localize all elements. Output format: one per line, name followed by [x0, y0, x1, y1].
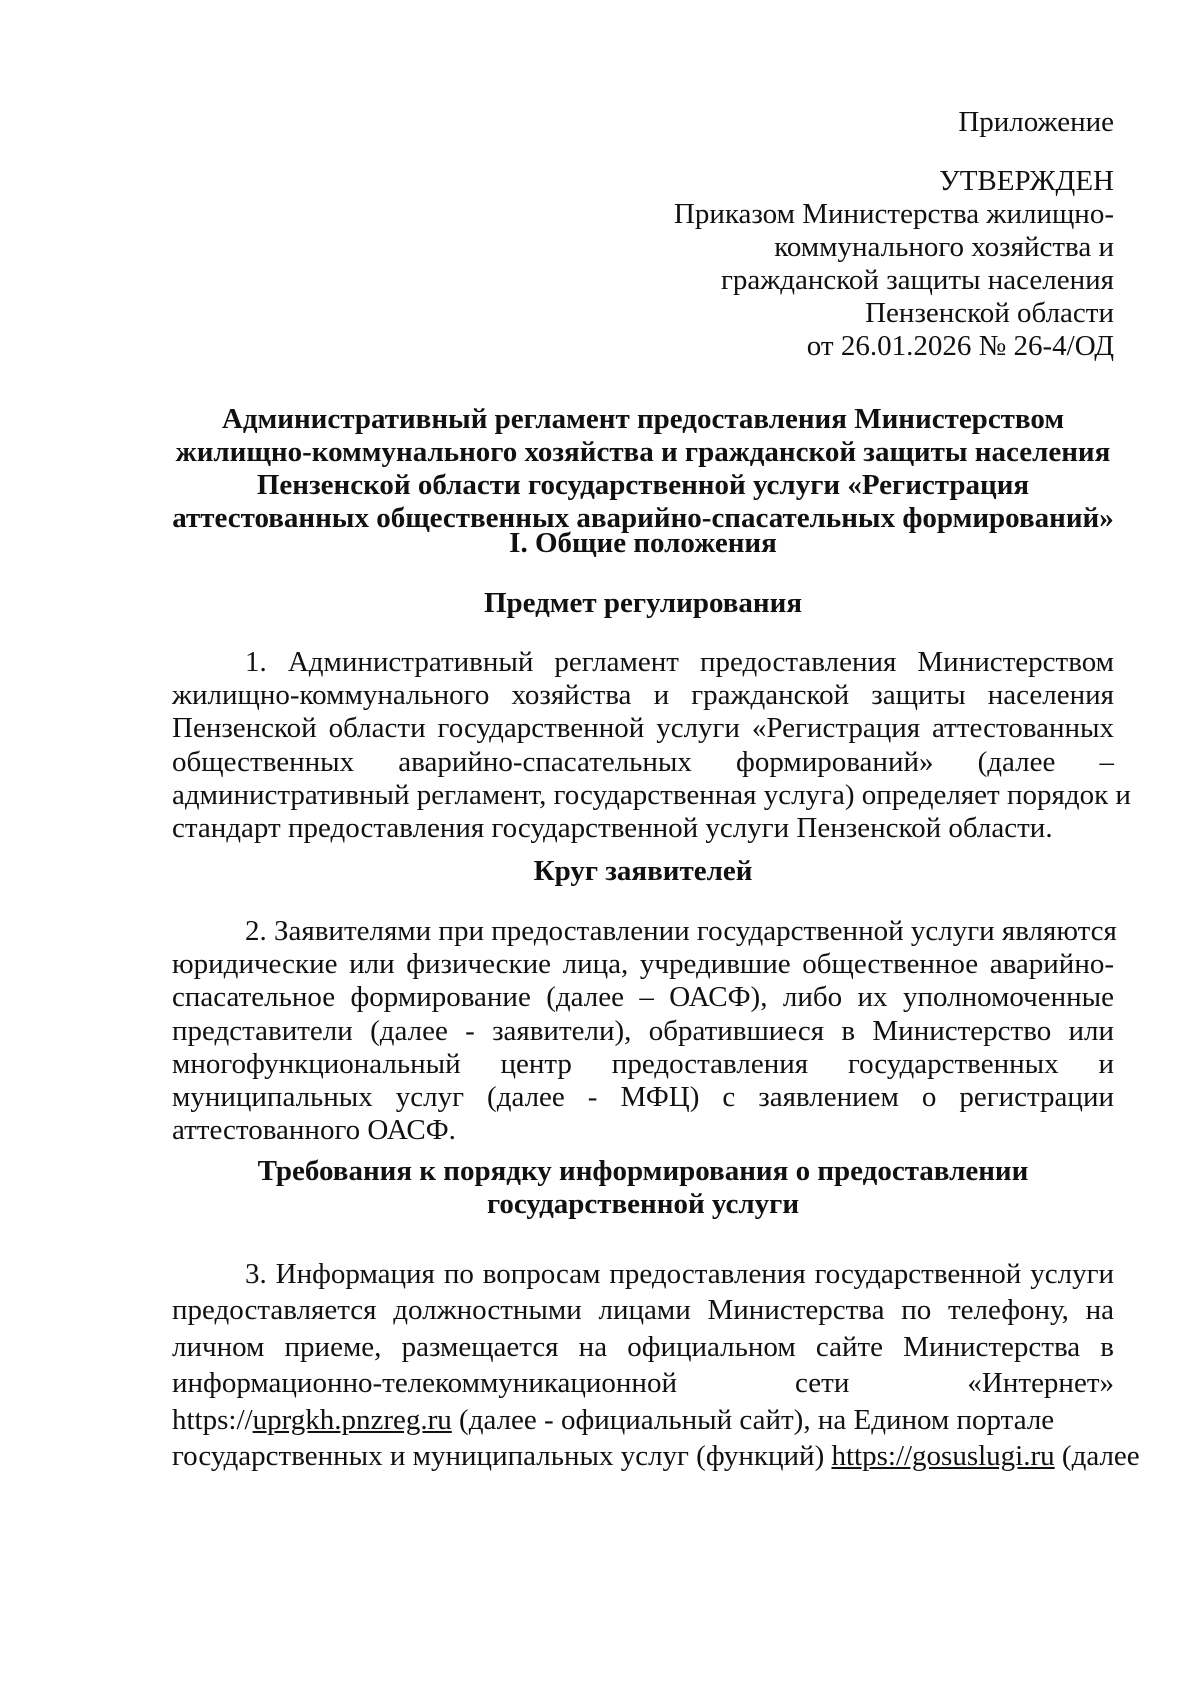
subsection-heading-text: Круг заявителей [533, 855, 753, 887]
paragraph-text: государственных и муниципальных услуг (функций) [172, 1439, 832, 1472]
approval-line: Приказом Министерства жилищно- [673, 198, 1114, 230]
approval-line: гражданской защиты населения [720, 264, 1114, 296]
section-heading [172, 527, 1114, 560]
subsection-heading-subject [172, 587, 1114, 620]
approval-status: УТВЕРЖДЕН [939, 165, 1114, 197]
title-line: жилищно-коммунального хозяйства и гражданской защиты населения [175, 436, 1111, 468]
subsection-heading-informing [172, 1155, 1114, 1221]
title-line: Административный регламент предоставления Министерством [221, 403, 1065, 435]
paragraph-line: многофункциональный центр предоставления государственных и [172, 1047, 1114, 1080]
paragraph-line: спасательное формирование (далее – ОАСФ), либо их уполномоченные [172, 981, 1114, 1014]
paragraph-2 [172, 915, 1117, 1147]
subsection-heading-text: государственной услуги [486, 1188, 800, 1220]
approval-block [674, 165, 1114, 363]
paragraph-line: личном приеме, размещается на официальном сайте Министерства в [172, 1330, 1114, 1363]
paragraph-line: предоставляется должностными лицами Министерства по телефону, на [172, 1294, 1114, 1327]
paragraph-line: стандарт предоставления государственной услуги Пензенской области. [172, 811, 1053, 844]
document-title [150, 403, 1136, 535]
paragraph-line: 3. Информация по вопросам предоставления государственной услуги [245, 1258, 1114, 1290]
approval-line: коммунального хозяйства и [774, 231, 1114, 263]
subsection-heading-text: Требования к порядку информирования о предоставлении [257, 1155, 1029, 1187]
url-prefix: https:// [172, 1403, 253, 1436]
paragraph-line: муниципальных услуг (далее - МФЦ) с заявлением о регистрации [172, 1080, 1114, 1113]
paragraph-text: (далее - официальный сайт), на Едином портале [451, 1403, 1055, 1436]
paragraph-line-with-link [172, 1402, 1114, 1438]
paragraph-line: жилищно-коммунального хозяйства и гражданской защиты населения [172, 679, 1114, 712]
approval-order-number: от 26.01.2026 № 26-4/ОД [806, 330, 1114, 362]
official-site-link[interactable]: uprgkh.pnzreg.ru [252, 1403, 452, 1436]
paragraph-line: юридические или физические лица, учредившие общественное аварийно- [172, 948, 1114, 981]
paragraph-line: 1. Административный регламент предоставления Министерством [245, 646, 1114, 678]
paragraph-line: общественных аварийно-спасательных формирований» (далее – [172, 745, 1114, 778]
paragraph-line: 2. Заявителями при предоставлении государственной услуги являются [245, 915, 1117, 947]
paragraph-line: представители (далее - заявители), обратившиеся в Министерство или [172, 1014, 1114, 1047]
paragraph-line: Пензенской области государственной услуги «Регистрация аттестованных [172, 712, 1114, 745]
appendix-label [958, 106, 1114, 139]
paragraph-text: (далее [1054, 1439, 1140, 1472]
paragraph-3 [172, 1256, 1140, 1474]
title-line: Пензенской области государственной услуги «Регистрация [256, 469, 1030, 501]
paragraph-line: информационно-телекоммуникационной сети «Интернет» [172, 1367, 1114, 1400]
approval-line: Пензенской области [865, 297, 1114, 329]
appendix-label-text: Приложение [958, 106, 1114, 138]
subsection-heading-text: Предмет регулирования [483, 587, 803, 619]
paragraph-line: аттестованного ОАСФ. [172, 1114, 456, 1147]
paragraph-1 [172, 646, 1131, 845]
title-line: аттестованных общественных аварийно-спасательных формирований» [172, 502, 1114, 534]
paragraph-line: административный регламент, государственная услуга) определяет порядок и [172, 778, 1131, 811]
section-heading-text: I. Общие положения [509, 527, 777, 559]
gosuslugi-link[interactable]: https://gosuslugi.ru [831, 1439, 1055, 1472]
subsection-heading-applicants [172, 855, 1114, 888]
paragraph-line-with-link [172, 1438, 1140, 1474]
